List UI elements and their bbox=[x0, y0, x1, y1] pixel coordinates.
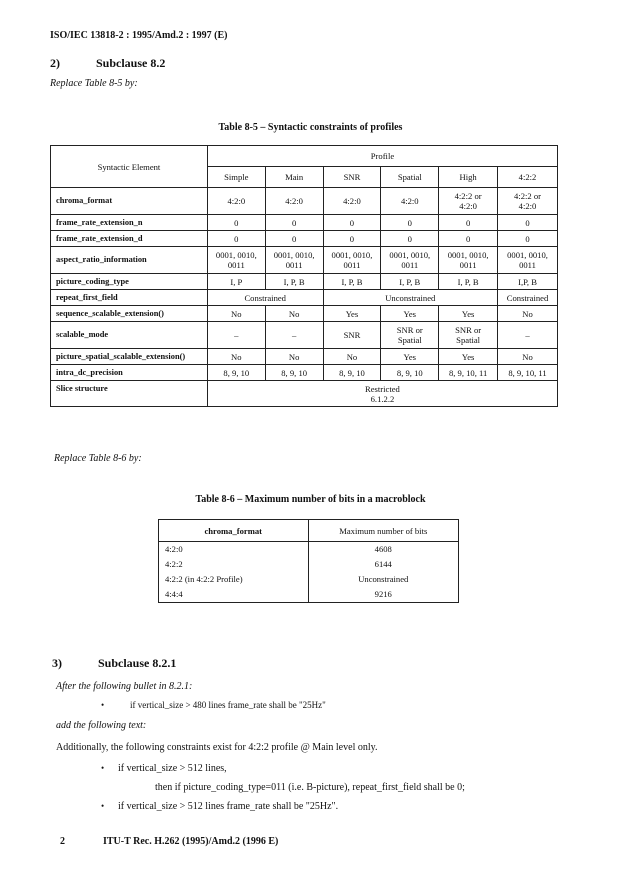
bits-cell: Unconstrained bbox=[308, 572, 458, 587]
paragraph: Additionally, the following constraints exist for 4:2:2 profile @ Main level only. bbox=[56, 742, 378, 753]
row-name: scalable_mode bbox=[51, 322, 208, 349]
cell: Yes bbox=[439, 306, 498, 322]
row-name: repeat_first_field bbox=[51, 290, 208, 306]
col-header: 4:2:2 bbox=[498, 167, 558, 188]
table-8-6-instruction: Replace Table 8-6 by: bbox=[54, 453, 142, 464]
cell: 0 bbox=[207, 215, 265, 231]
table-8-6 bbox=[158, 519, 459, 603]
row-name: frame_rate_extension_d bbox=[51, 231, 208, 247]
cell: 0001, 0010, 0011 bbox=[439, 247, 498, 274]
cell: – bbox=[498, 322, 558, 349]
footer-reference: ITU-T Rec. H.262 (1995)/Amd.2 (1996 E) bbox=[103, 836, 279, 847]
cell-unconstrained: Unconstrained bbox=[323, 290, 497, 306]
cell: No bbox=[498, 306, 558, 322]
cell: 0 bbox=[381, 231, 439, 247]
cell: – bbox=[207, 322, 265, 349]
section-2-title: Subclause 8.2 bbox=[96, 56, 166, 70]
cell: I, P bbox=[207, 274, 265, 290]
cell: 0001, 0010, 0011 bbox=[207, 247, 265, 274]
bullet-1-text: if vertical_size > 480 lines frame_rate shall be "25Hz" bbox=[130, 700, 326, 710]
cell: No bbox=[265, 349, 323, 365]
section-3-instruction-1: After the following bullet in 8.2.1: bbox=[56, 681, 193, 692]
cell: Yes bbox=[381, 349, 439, 365]
cell: 8, 9, 10 bbox=[323, 365, 381, 381]
col-header: Spatial bbox=[381, 167, 439, 188]
col-header: Main bbox=[265, 167, 323, 188]
section-3-title: Subclause 8.2.1 bbox=[98, 656, 177, 670]
format-cell: 4:2:2 (in 4:2:2 Profile) bbox=[159, 572, 309, 587]
cell: 0001, 0010, 0011 bbox=[381, 247, 439, 274]
cell: 4:2:0 bbox=[323, 188, 381, 215]
page-number: 2 bbox=[60, 836, 65, 847]
cell: 0001, 0010, 0011 bbox=[498, 247, 558, 274]
table-8-6-caption: Table 8-6 – Maximum number of bits in a macroblock bbox=[195, 494, 426, 505]
cell: 0 bbox=[498, 215, 558, 231]
cell: 4:2:0 bbox=[207, 188, 265, 215]
cell: I,P, B bbox=[498, 274, 558, 290]
bits-cell: 9216 bbox=[308, 587, 458, 603]
profile-header: Profile bbox=[207, 146, 557, 167]
bullet-glyph: • bbox=[101, 763, 105, 773]
section-3-number: 3) bbox=[52, 656, 62, 670]
table-8-5 bbox=[50, 145, 558, 407]
cell: 0001, 0010, 0011 bbox=[323, 247, 381, 274]
cell: No bbox=[498, 349, 558, 365]
row-name: picture_spatial_scalable_extension() bbox=[51, 349, 208, 365]
cell: I, P, B bbox=[439, 274, 498, 290]
cell: 0 bbox=[323, 231, 381, 247]
cell: 8, 9, 10 bbox=[381, 365, 439, 381]
col-header: High bbox=[439, 167, 498, 188]
cell: Yes bbox=[381, 306, 439, 322]
cell: No bbox=[207, 349, 265, 365]
cell: 0001, 0010, 0011 bbox=[265, 247, 323, 274]
row-name: Slice structure bbox=[51, 381, 208, 407]
cell: No bbox=[207, 306, 265, 322]
cell: – bbox=[265, 322, 323, 349]
cell: 0 bbox=[323, 215, 381, 231]
cell: 0 bbox=[439, 231, 498, 247]
row-name: intra_dc_precision bbox=[51, 365, 208, 381]
table-8-5-caption: Table 8-5 – Syntactic constraints of profiles bbox=[218, 122, 403, 133]
row-name: chroma_format bbox=[51, 188, 208, 215]
row-name: aspect_ratio_information bbox=[51, 247, 208, 274]
cell: No bbox=[323, 349, 381, 365]
bits-cell: 4608 bbox=[308, 542, 458, 557]
section-2-instruction: Replace Table 8-5 by: bbox=[50, 78, 138, 89]
cell-constrained: Constrained bbox=[207, 290, 323, 306]
cell: Yes bbox=[439, 349, 498, 365]
section-3-instruction-2: add the following text: bbox=[56, 720, 147, 731]
cell: 8, 9, 10 bbox=[207, 365, 265, 381]
cell: 4:2:0 bbox=[265, 188, 323, 215]
cell: 0 bbox=[498, 231, 558, 247]
cell: 0 bbox=[381, 215, 439, 231]
cell: I, P, B bbox=[323, 274, 381, 290]
cell: 8, 9, 10, 11 bbox=[498, 365, 558, 381]
cell: 0 bbox=[265, 231, 323, 247]
col1-header: chroma_format bbox=[159, 520, 309, 542]
row-name: sequence_scalable_extension() bbox=[51, 306, 208, 322]
row-name: frame_rate_extension_n bbox=[51, 215, 208, 231]
cell: SNR bbox=[323, 322, 381, 349]
cell: No bbox=[265, 306, 323, 322]
col2-header: Maximum number of bits bbox=[308, 520, 458, 542]
cell: I, P, B bbox=[265, 274, 323, 290]
cell: 0 bbox=[207, 231, 265, 247]
cell-constrained-422: Constrained bbox=[498, 290, 558, 306]
bits-cell: 6144 bbox=[308, 557, 458, 572]
syntactic-element-header: Syntactic Element bbox=[51, 146, 208, 188]
running-header: ISO/IEC 13818-2 : 1995/Amd.2 : 1997 (E) bbox=[50, 30, 228, 41]
then-line: then if picture_coding_type=011 (i.e. B-picture), repeat_first_field shall be 0; bbox=[155, 782, 465, 793]
format-cell: 4:2:2 bbox=[159, 557, 309, 572]
cell: 0 bbox=[439, 215, 498, 231]
row-name: picture_coding_type bbox=[51, 274, 208, 290]
cell: 4:2:2 or 4:2:0 bbox=[498, 188, 558, 215]
cell: 8, 9, 10 bbox=[265, 365, 323, 381]
bullet-glyph: • bbox=[101, 801, 105, 811]
cell: 8, 9, 10, 11 bbox=[439, 365, 498, 381]
cell: I, P, B bbox=[381, 274, 439, 290]
bullet-3-text: if vertical_size > 512 lines frame_rate shall be "25Hz". bbox=[118, 801, 339, 812]
col-header: Simple bbox=[207, 167, 265, 188]
cell: Yes bbox=[323, 306, 381, 322]
bullet-glyph: • bbox=[101, 700, 105, 710]
cell-restricted: Restricted 6.1.2.2 bbox=[207, 381, 557, 407]
cell: 0 bbox=[265, 215, 323, 231]
cell: SNR or Spatial bbox=[439, 322, 498, 349]
bullet-2-text: if vertical_size > 512 lines, bbox=[118, 763, 227, 774]
col-header: SNR bbox=[323, 167, 381, 188]
section-2-number: 2) bbox=[50, 56, 60, 70]
format-cell: 4:4:4 bbox=[159, 587, 309, 603]
cell: 4:2:2 or 4:2:0 bbox=[439, 188, 498, 215]
cell: 4:2:0 bbox=[381, 188, 439, 215]
format-cell: 4:2:0 bbox=[159, 542, 309, 557]
cell: SNR or Spatial bbox=[381, 322, 439, 349]
